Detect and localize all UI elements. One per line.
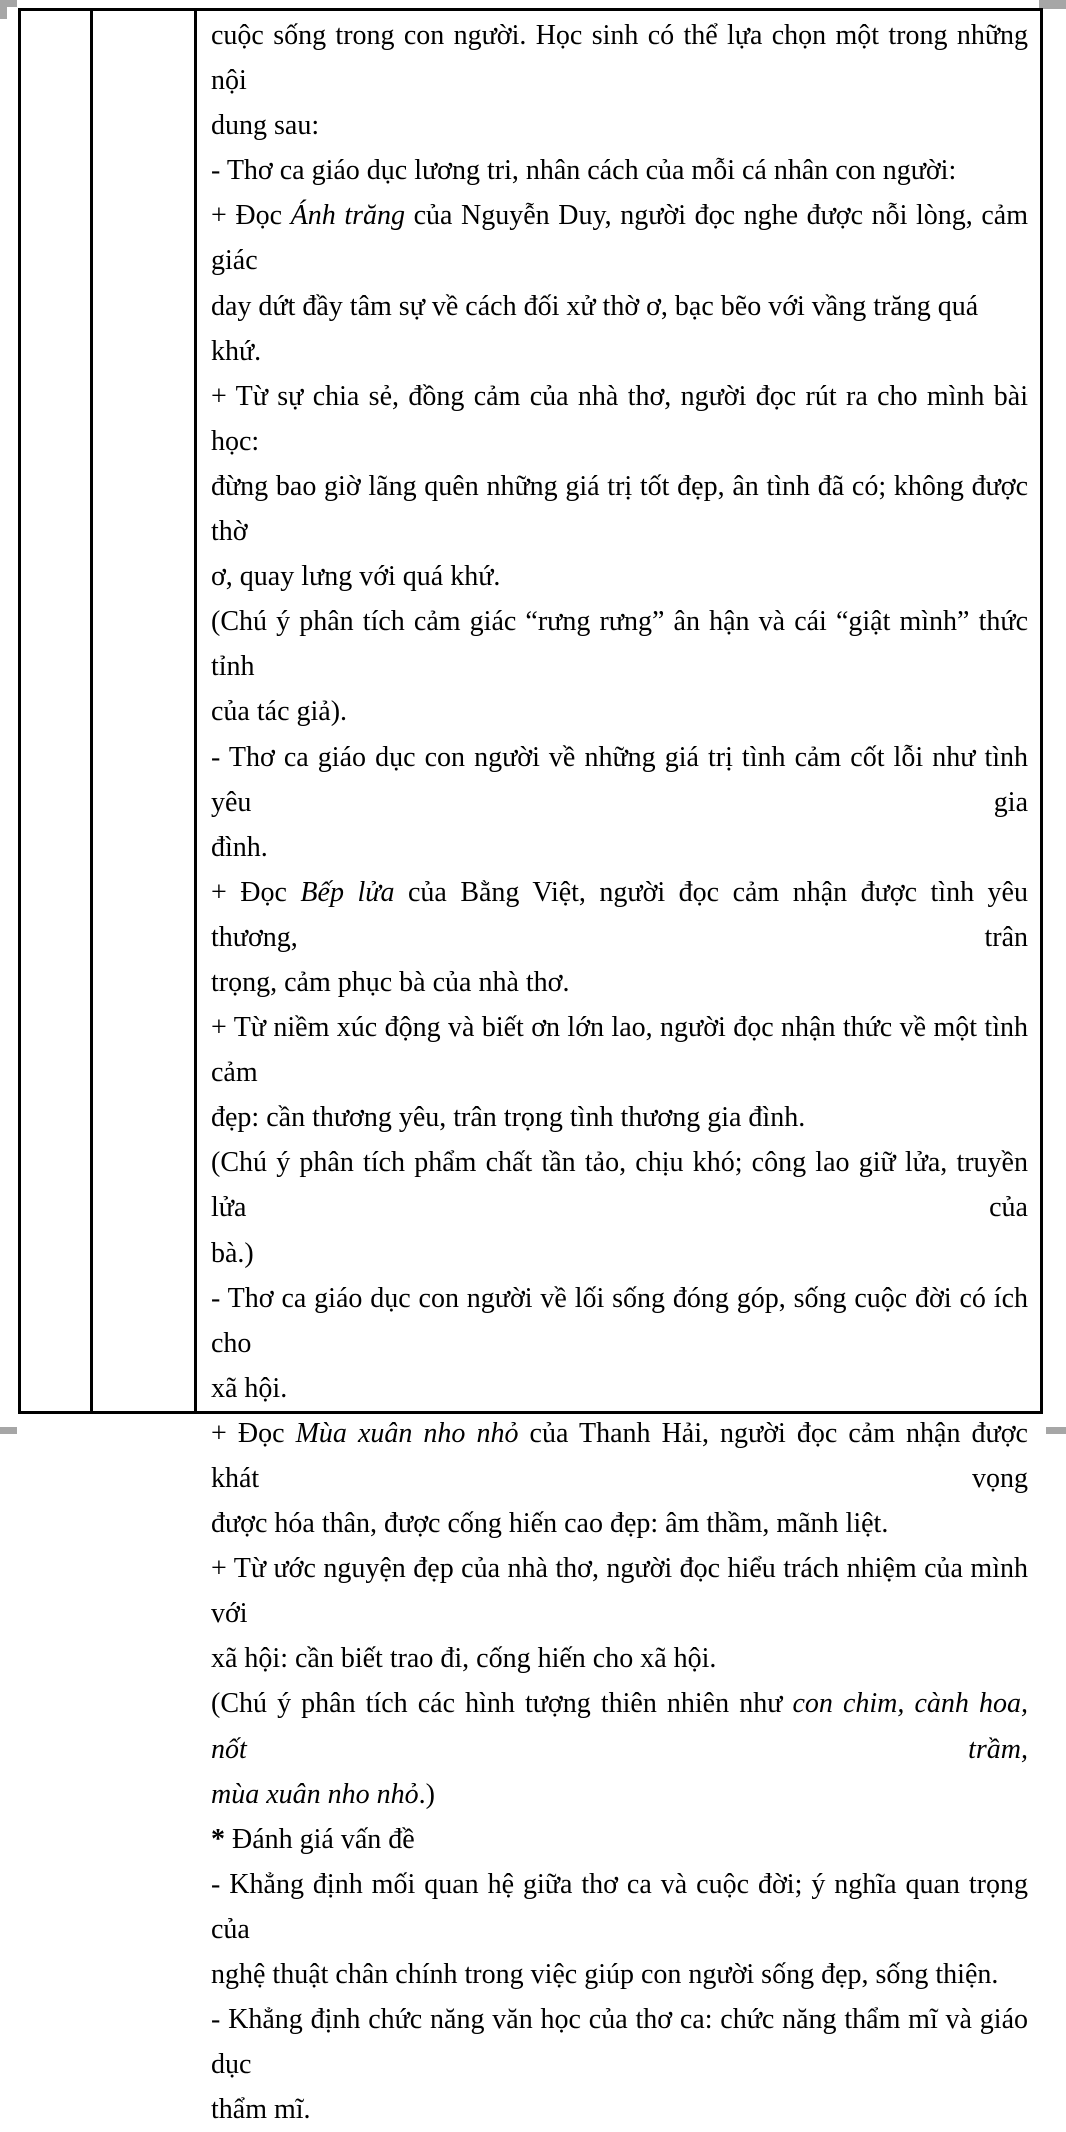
text-line <box>211 1140 1028 1230</box>
text-line <box>211 374 1028 464</box>
body-text: (Chú ý phân tích phẩm chất tần tảo, chịu khó; công lao giữ lửa, truyền lửa của <box>211 1147 1028 1224</box>
body-text: đẹp: cần thương yêu, trân trọng tình thương gia đình. <box>211 1102 806 1134</box>
answer-guide-table <box>18 8 1043 2126</box>
body-text: - Khẳng định chức năng văn học của thơ ca: chức năng thẩm mĩ và giáo dục <box>211 2004 1028 2081</box>
page-corner-mark-bottom-right <box>1046 1427 1066 1434</box>
body-text: - Khẳng định mối quan hệ giữa thơ ca và cuộc đời; ý nghĩa quan trọng của <box>211 1868 1028 1945</box>
text-line <box>211 1952 1028 1997</box>
body-text: - Thơ ca giáo dục con người về lối sống đóng góp, sống cuộc đời có ích cho <box>211 1282 1028 1359</box>
text-line <box>211 2087 1028 2132</box>
body-text: của Thanh Hải, người đọc cảm nhận được khát vọng <box>211 1417 1028 1494</box>
text-line <box>211 284 1028 374</box>
poem-title-text: Ánh trăng <box>290 200 405 232</box>
text-line <box>211 148 1028 193</box>
body-text: - Thơ ca giáo dục con người về những giá trị tình cảm cốt lỗi như tình yêu gia <box>211 741 1028 818</box>
body-text: dung sau: <box>211 110 320 142</box>
body-text: (Chú ý phân tích cảm giác “rưng rưng” ân hận và cái “giật mình” thức tỉnh <box>211 606 1028 683</box>
body-text: day dứt đầy tâm sự về cách đối xử thờ ơ, bạc bẽo với vầng trăng quá khứ. <box>211 290 979 367</box>
body-text: xã hội. <box>211 1372 288 1404</box>
table-cell-empty-2 <box>93 11 197 1411</box>
body-text: đừng bao giờ lãng quên những giá trị tốt đẹp, ân tình đã có; không được thờ <box>211 470 1028 548</box>
body-text: + Đọc <box>211 876 301 908</box>
body-text: của Bằng Việt, người đọc cảm nhận được tình yêu thương, trân <box>211 876 1028 953</box>
text-line <box>211 103 1028 148</box>
text-line <box>211 1772 1028 1817</box>
body-text: + Từ niềm xúc động và biết ơn lớn lao, người đọc nhận thức về một tình cảm <box>211 1012 1028 1089</box>
text-line <box>211 464 1028 554</box>
text-line <box>211 1231 1028 1276</box>
body-text: nghệ thuật chân chính trong việc giúp con người sống đẹp, sống thiện. <box>211 1959 999 1991</box>
text-line <box>211 1501 1028 1546</box>
content-cell <box>197 11 1040 2126</box>
text-line <box>211 960 1028 1005</box>
body-text: - Thơ ca giáo dục lương tri, nhân cách của mỗi cá nhân con người: <box>211 155 957 187</box>
text-line <box>211 1997 1028 2087</box>
text-line <box>211 1546 1028 1636</box>
text-line <box>211 599 1028 689</box>
body-text: + Từ ước nguyện đẹp của nhà thơ, người đọc hiểu trách nhiệm của mình với <box>211 1553 1028 1630</box>
poem-title-text: Mùa xuân nho nhỏ <box>295 1417 519 1449</box>
poem-title-text: con chim, cành hoa, nốt trầm, <box>211 1688 1028 1765</box>
body-text: Đánh giá vấn đề <box>225 1823 415 1855</box>
text-line <box>211 1636 1028 1681</box>
table-cell-empty-1 <box>21 11 93 1411</box>
body-text: xã hội: cần biết trao đi, cống hiến cho xã hội. <box>211 1643 717 1675</box>
body-text: .) <box>418 1778 435 1810</box>
body-text: trọng, cảm phục bà của nhà thơ. <box>211 966 570 998</box>
text-line <box>211 870 1028 960</box>
text-line <box>211 13 1028 103</box>
body-text: thẩm mĩ. <box>211 2094 311 2126</box>
text-line <box>211 1005 1028 1095</box>
text-line <box>211 689 1028 734</box>
body-text: + Đọc <box>211 200 291 232</box>
page-corner-mark-top-right <box>1039 0 1066 9</box>
text-line <box>211 735 1028 825</box>
page-corner-mark-bottom-left <box>0 1427 17 1434</box>
body-text: + Từ sự chia sẻ, đồng cảm của nhà thơ, người đọc rút ra cho mình bài học: <box>211 380 1028 457</box>
text-line <box>211 1276 1028 1366</box>
text-line <box>211 554 1028 599</box>
body-text: cuộc sống trong con người. Học sinh có thể lựa chọn một trong những nội <box>211 20 1028 97</box>
body-text: của tác giả). <box>211 696 348 728</box>
body-text: bà.) <box>211 1237 254 1269</box>
body-text: * <box>211 1823 225 1855</box>
text-line <box>211 193 1028 283</box>
body-text: được hóa thân, được cống hiến cao đẹp: âm thầm, mãnh liệt. <box>211 1508 889 1540</box>
text-line <box>211 1681 1028 1771</box>
body-text: (Chú ý phân tích các hình tượng thiên nhiên như <box>211 1688 793 1720</box>
text-line <box>211 825 1028 870</box>
poem-title-text: Bếp lửa <box>300 876 395 908</box>
body-text: đình. <box>211 831 268 863</box>
body-text: của Nguyễn Duy, người đọc nghe được nỗi lòng, cảm giác <box>211 200 1028 277</box>
page-corner-mark-top-left-vertical <box>0 0 7 19</box>
text-line <box>211 1862 1028 1952</box>
text-line <box>211 1366 1028 1411</box>
text-line <box>211 1411 1028 1501</box>
body-text: + Đọc <box>211 1417 296 1449</box>
poem-title-text: mùa xuân nho nhỏ <box>211 1778 419 1810</box>
body-text: ơ, quay lưng với quá khứ. <box>211 561 501 593</box>
text-line <box>211 1817 1028 1862</box>
text-line <box>211 1095 1028 1140</box>
